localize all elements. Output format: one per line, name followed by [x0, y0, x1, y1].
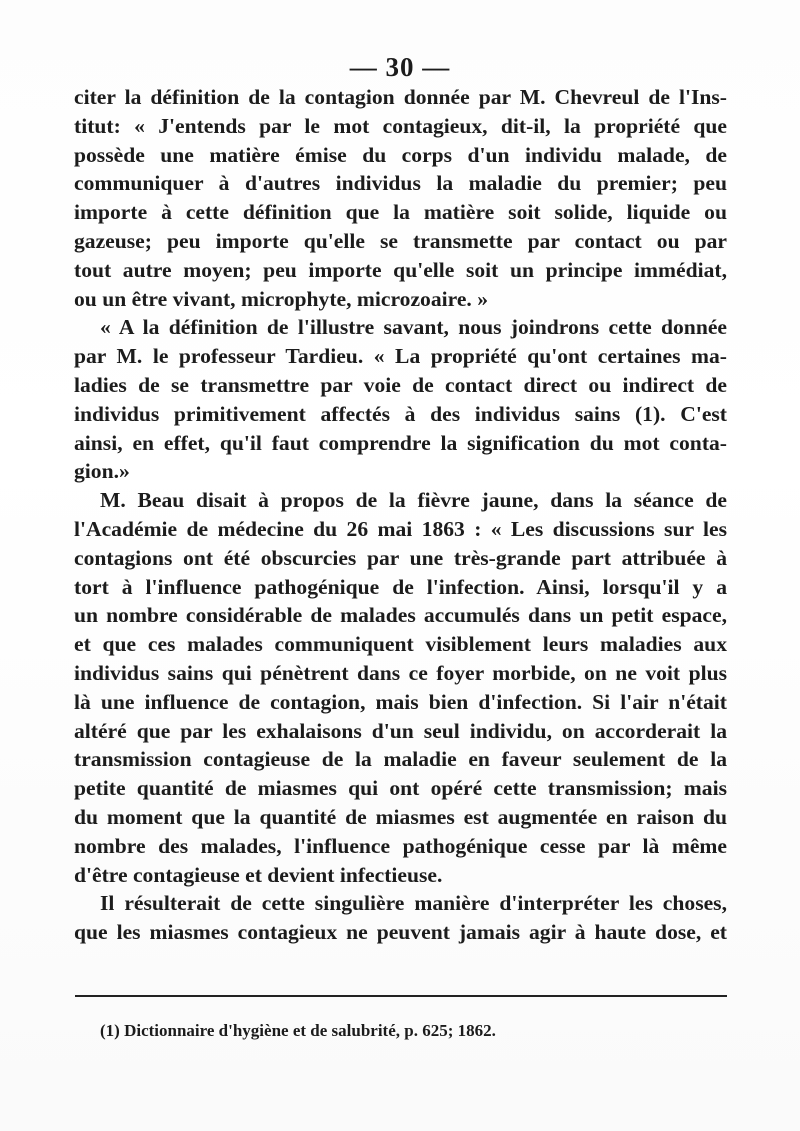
text-line: tort à l'influence pathogénique de l'infection. Ainsi, lorsqu'il y a [74, 574, 727, 599]
text-line: gazeuse; peu importe qu'elle se transmette par contact ou par [74, 228, 727, 253]
text-line: possède une matière émise du corps d'un individu malade, de [74, 142, 727, 167]
text-line: individus primitivement affectés à des individus sains (1). C'est [74, 401, 727, 426]
footnote: (1) Dictionnaire d'hygiène et de salubrité, p. 625; 1862. [100, 1021, 496, 1040]
text-line: titut: « J'entends par le mot contagieux, dit-il, la propriété que [74, 113, 727, 138]
text-line: contagions ont été obscurcies par une très-grande part attribuée à [74, 545, 727, 570]
text-line: « A la définition de l'illustre savant, nous joindrons cette donnée [100, 315, 727, 340]
text-line: altéré que par les exhalaisons d'un seul individu, on accorderait la [74, 718, 727, 743]
text-line: communiquer à d'autres individus la maladie du premier; peu [74, 171, 727, 196]
text-line: un nombre considérable de malades accumulés dans un petit espace, [74, 603, 727, 628]
text-line: petite quantité de miasmes qui ont opéré cette transmission; mais [74, 776, 727, 801]
text-line: citer la définition de la contagion donnée par M. Chevreul de l'Ins- [74, 85, 727, 109]
text-line: ou un être vivant, microphyte, microzoaire. » [74, 286, 489, 311]
body-text [74, 83, 727, 947]
text-line: ainsi, en effet, qu'il faut comprendre la signification du mot conta- [74, 430, 727, 455]
text-line: d'être contagieuse et devient infectieuse. [74, 862, 443, 887]
text-line: individus sains qui pénètrent dans ce foyer morbide, on ne voit plus [74, 660, 727, 685]
footnote-divider [75, 995, 727, 997]
text-line: par M. le professeur Tardieu. « La propriété qu'ont certaines ma- [74, 344, 727, 369]
page-number: — 30 — [349, 52, 451, 82]
text-line: du moment que la quantité de miasmes est augmentée en raison du [74, 804, 727, 829]
text-line: l'Académie de médecine du 26 mai 1863 : « Les discussions sur les [74, 516, 727, 541]
text-line: ladies de se transmettre par voie de contact direct ou indirect de [74, 372, 727, 397]
text-line: Il résulterait de cette singulière manière d'interpréter les choses, [100, 891, 727, 916]
text-line: et que ces malades communiquent visiblement leurs maladies aux [74, 632, 727, 657]
text-line: là une influence de contagion, mais bien d'infection. Si l'air n'était [74, 689, 727, 714]
text-line: tout autre moyen; peu importe qu'elle soit un principe immédiat, [74, 257, 727, 282]
text-line: nombre des malades, l'influence pathogénique cesse par là même [74, 833, 727, 858]
text-line: importe à cette définition que la matière soit solide, liquide ou [74, 200, 727, 225]
text-line: transmission contagieuse de la maladie en faveur seulement de la [74, 747, 727, 772]
text-line: gion.» [74, 459, 130, 484]
text-line: M. Beau disait à propos de la fièvre jaune, dans la séance de [100, 488, 727, 513]
text-line: que les miasmes contagieux ne peuvent jamais agir à haute dose, et [74, 920, 727, 945]
